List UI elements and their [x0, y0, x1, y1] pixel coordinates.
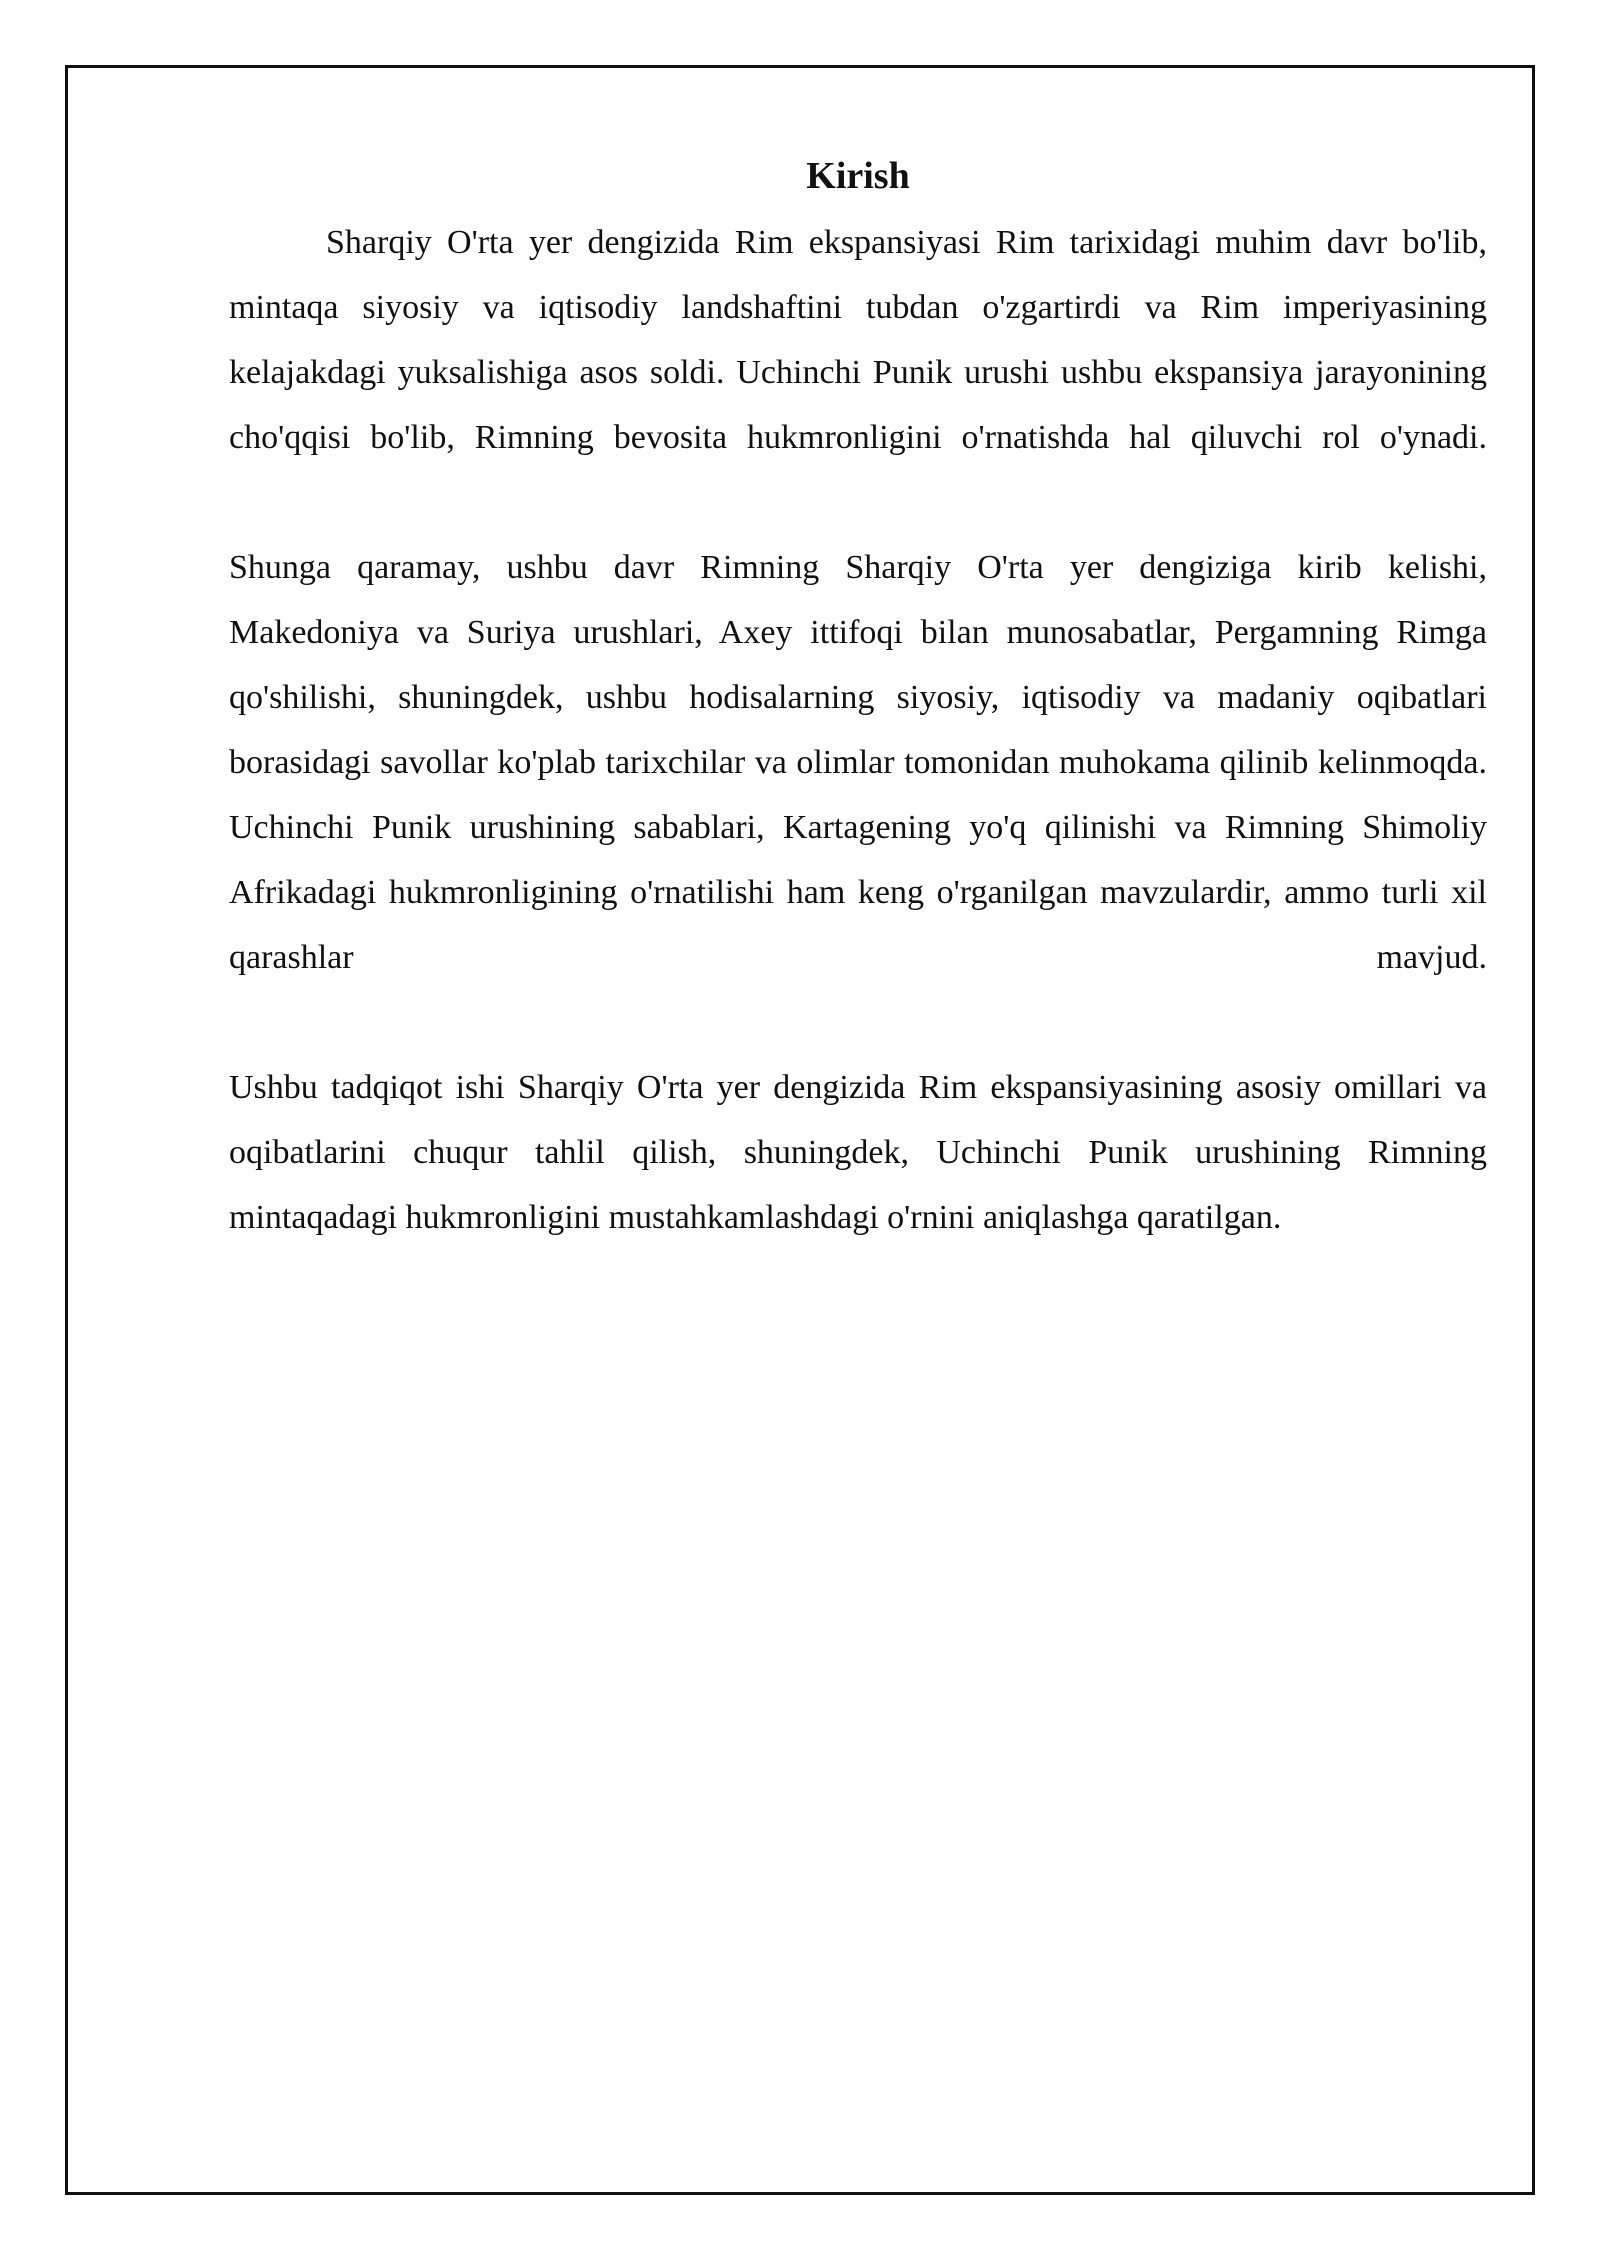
paragraph-1: Sharqiy O'rta yer dengizida Rim ekspansiyasi Rim tarixidagi muhim davr bo'lib, mintaqa siyosiy va iqtisodiy landshaftini tubdan o'zgartirdi va Rim imperiyasining kelajakdagi yuksalishiga asos soldi. Uchinchi Punik urushi ushbu ekspansiya jarayonining cho'qqisi bo'lib, Rimning bevosita hukmronligini o'rnatishda hal qiluvchi rol o'ynadi. [229, 224, 1487, 456]
paragraph-spacer [229, 990, 1487, 1055]
paragraph-3: Ushbu tadqiqot ishi Sharqiy O'rta yer dengizida Rim ekspansiyasining asosiy omillari va oqibatlarini chuqur tahlil qilish, shuningdek, Uchinchi Punik urushining Rimning mintaqadagi hukmronligini mustahkamlashdagi o'rnini aniqlashga qaratilgan. [229, 1069, 1487, 1236]
document-body [229, 150, 1487, 1250]
paragraph-spacer [229, 470, 1487, 535]
paragraph-2: Shunga qaramay, ushbu davr Rimning Sharqiy O'rta yer dengiziga kirib kelishi, Makedoniya va Suriya urushlari, Axey ittifoqi bilan munosabatlar, Pergamning Rimga qo'shilishi, shuningdek, ushbu hodisalarning siyosiy, iqtisodiy va madaniy oqibatlari borasidagi savollar ko'plab tarixchilar va olimlar tomonidan muhokama qilinib kelinmoqda. Uchinchi Punik urushining sabablari, Kartagening yo'q qilinishi va Rimning Shimoliy Afrikadagi hukmronligining o'rnatilishi ham keng o'rganilgan mavzulardir, ammo turli xil qarashlar mavjud. [229, 549, 1487, 976]
page-title: Kirish [806, 155, 910, 197]
